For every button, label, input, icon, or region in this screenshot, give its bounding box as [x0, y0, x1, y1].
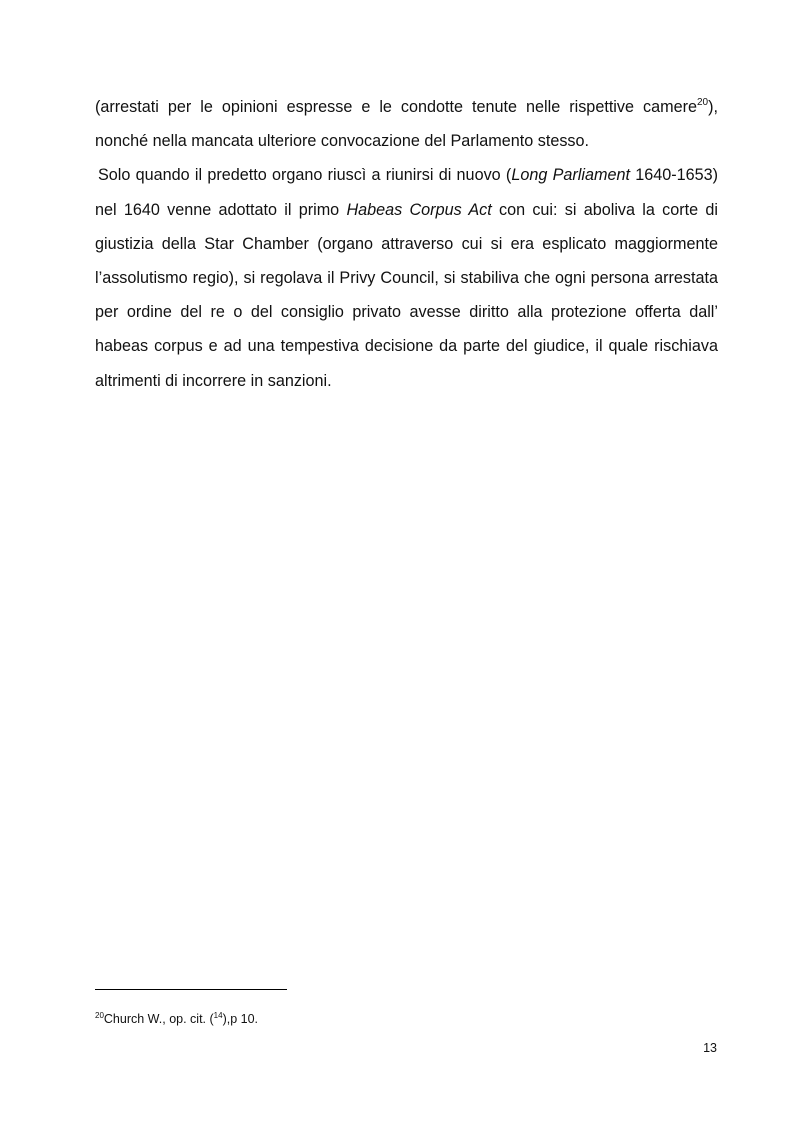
paragraph-2	[95, 158, 718, 397]
footnote-reference-20[interactable]: 20	[696, 97, 709, 108]
footnote-inner-ref: 14	[213, 1011, 223, 1020]
footnote-text-b: ),p 10.	[222, 1012, 259, 1026]
footnote-marker: 20	[95, 1011, 104, 1020]
paragraph-1	[95, 90, 718, 158]
body-text	[95, 90, 718, 398]
paragraph-1-text-a: (arrestati per le opinioni espresse e le condotte tenute nelle rispettive camere	[95, 98, 697, 116]
paragraph-2-text-c: con cui: si aboliva la corte di giustizia della Star Chamber (organo attraverso cui si era esplicato maggiormente l’assolutismo regio), si regolava il Privy Council, si stabiliva che ogni persona arrestata per ordine del re o del consiglio privato avesse diritto alla protezione offerta dall’ habeas corpus e ad una tempestiva decisione da parte del giudice, il quale rischiava altrimenti di incorrere in sanzioni.	[95, 200, 718, 390]
paragraph-1-text-b: ), nonché nella mancata ulteriore convocazione del Parlamento stesso.	[95, 98, 718, 151]
page-number: 13	[703, 1041, 717, 1055]
paragraph-2-text-a: Solo quando il predetto organo riuscì a riunirsi di nuovo (	[98, 166, 512, 185]
footnote-20	[95, 1010, 258, 1028]
footnote-separator	[95, 989, 287, 990]
italic-long-parliament: Long Parliament	[511, 166, 630, 185]
italic-habeas-corpus-act: Habeas Corpus Act	[346, 200, 492, 219]
footnote-text-a: Church W., op. cit. (	[103, 1012, 214, 1026]
paragraph-2-text-b: 1640-1653) nel 1640 venne adottato il primo	[95, 166, 719, 219]
